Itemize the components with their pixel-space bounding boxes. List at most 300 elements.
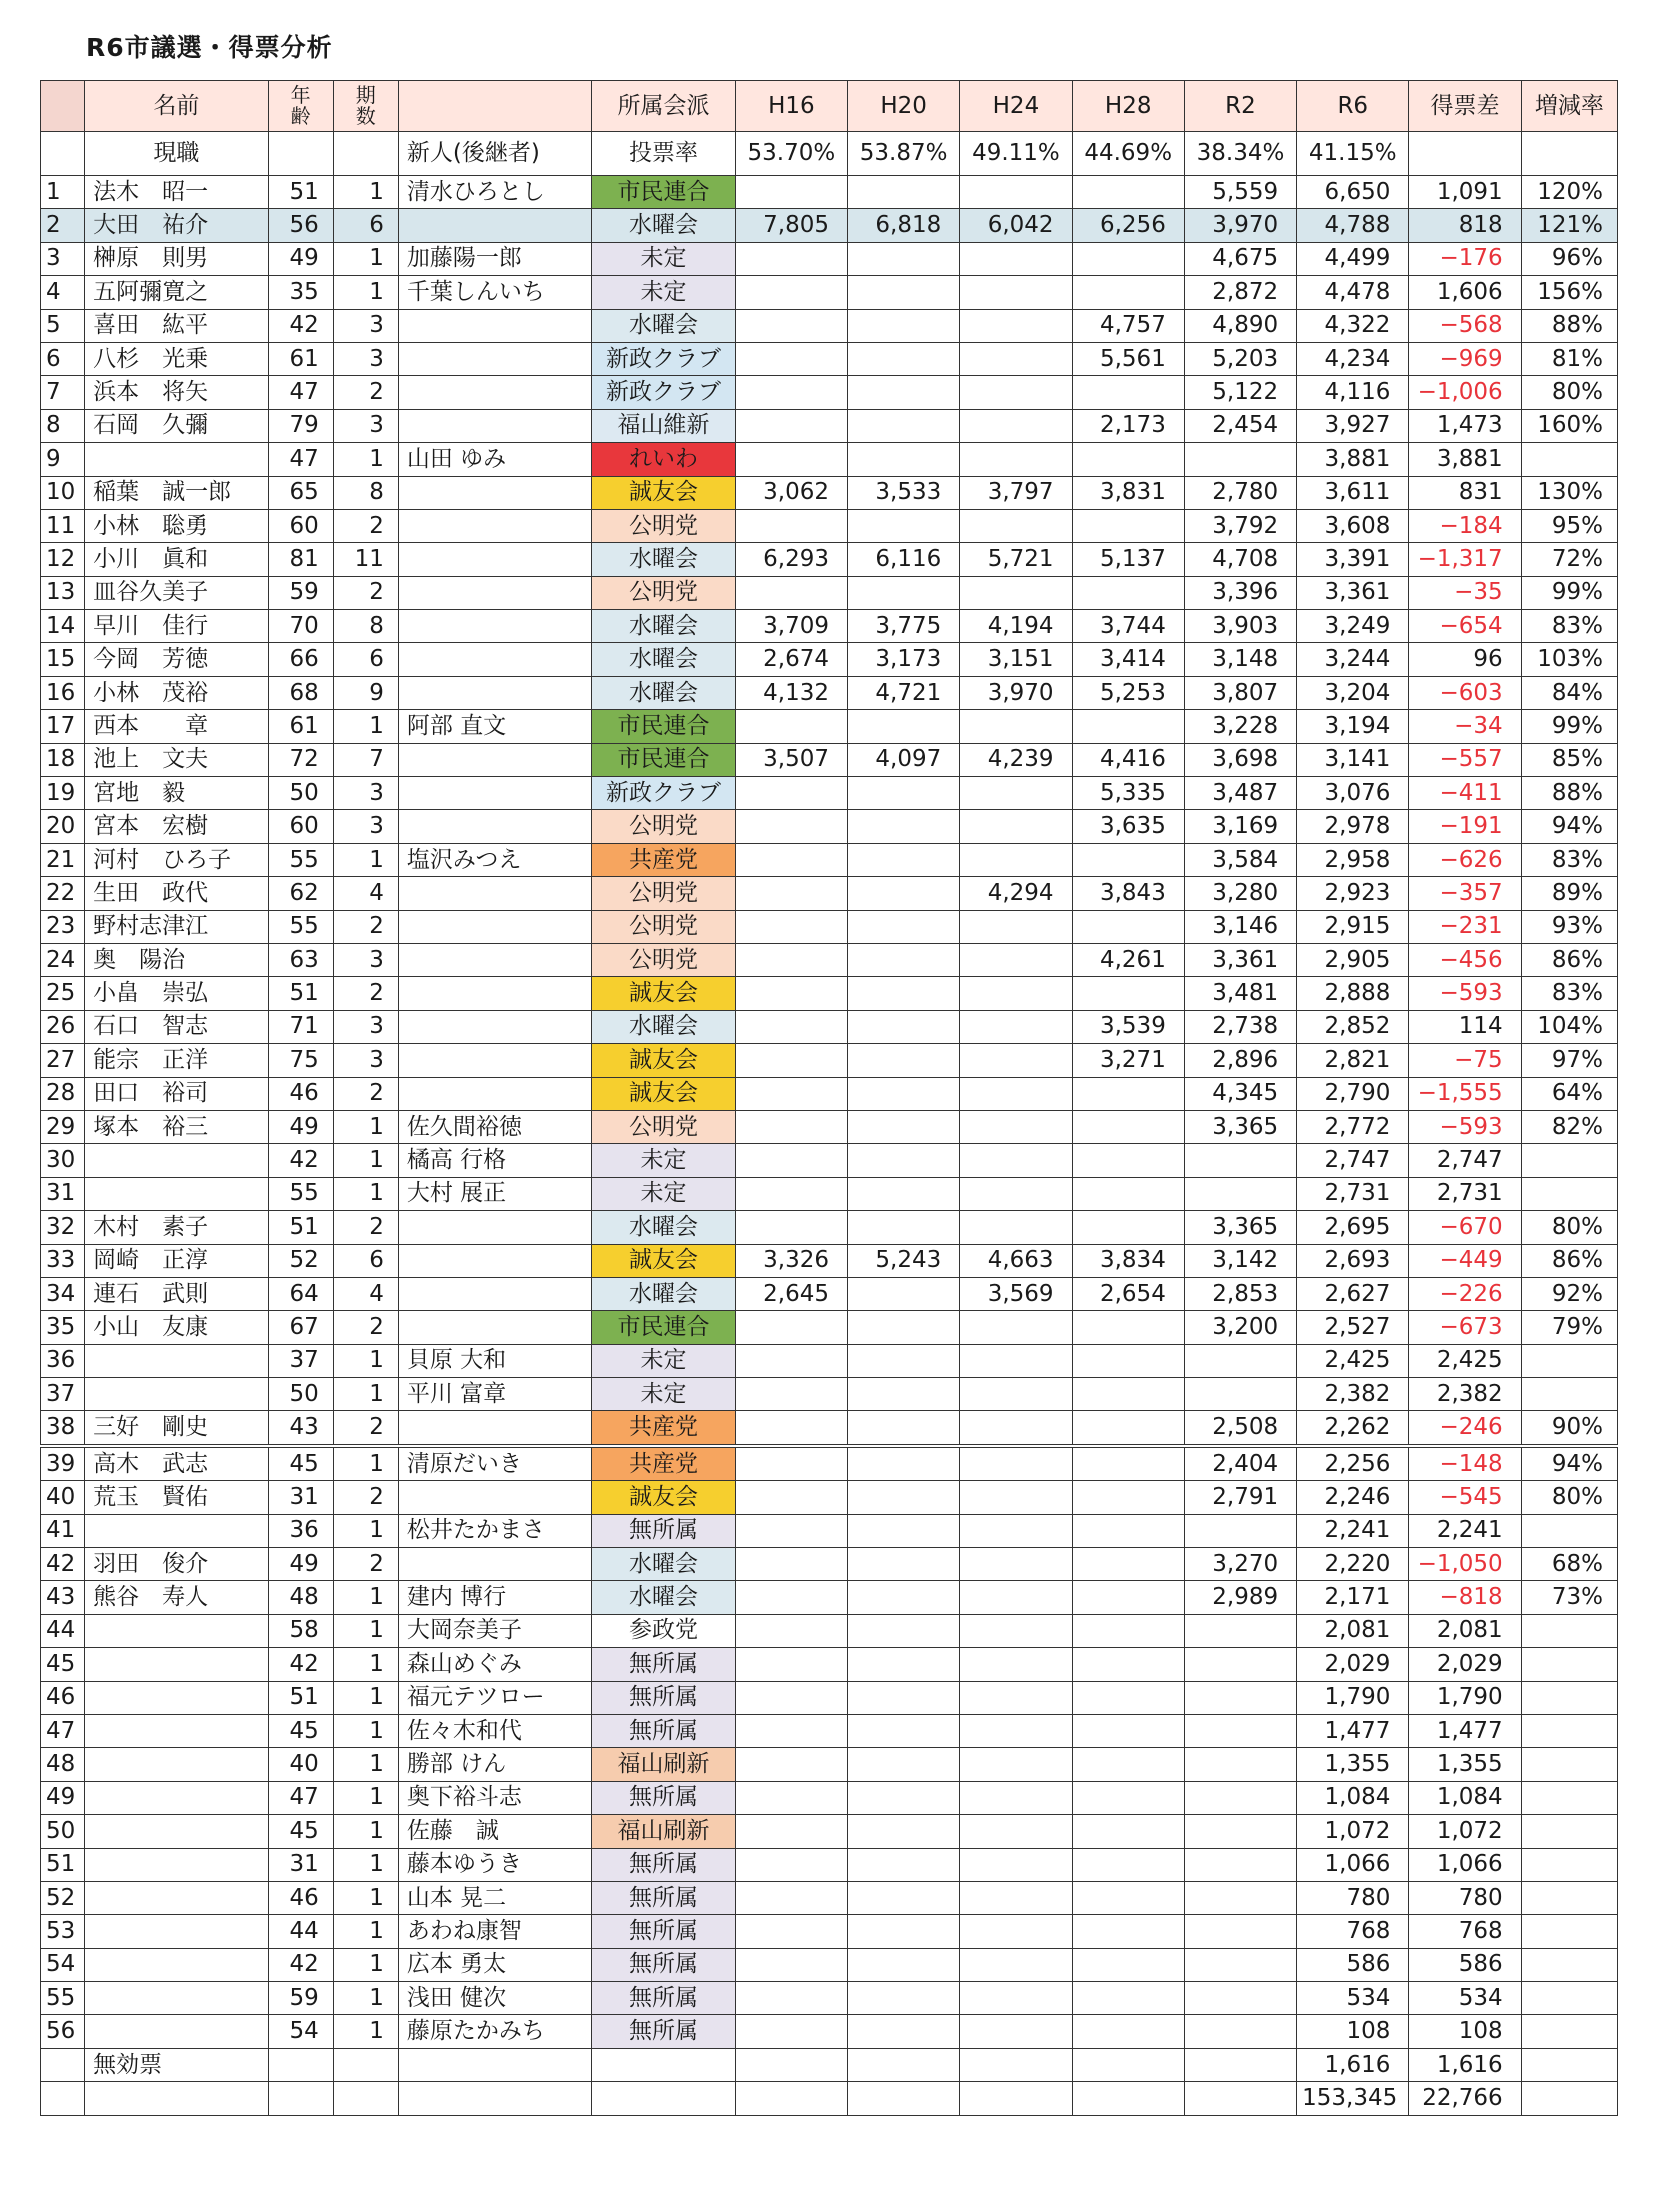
- header-row: [41, 81, 1618, 132]
- vote-diff: −456: [1409, 943, 1521, 976]
- votes-cell: 2,915: [1297, 910, 1409, 943]
- votes-cell: [848, 1110, 960, 1143]
- votes-cell: [735, 810, 847, 843]
- candidate-age: 65: [268, 476, 333, 509]
- empty-cell: [333, 2048, 398, 2081]
- vote-diff: 1,790: [1409, 1681, 1521, 1714]
- votes-cell: [848, 1411, 960, 1446]
- candidate-age: 47: [268, 1781, 333, 1814]
- candidate-terms: 1: [333, 1781, 398, 1814]
- party-cell: 未定: [592, 1177, 735, 1210]
- votes-cell: [735, 1044, 847, 1077]
- candidate-name: 三好 剛史: [85, 1411, 268, 1446]
- vote-diff: 1,066: [1409, 1848, 1521, 1881]
- candidate-name: [85, 1982, 268, 2015]
- newcomer-name: [398, 476, 591, 509]
- votes-cell: [735, 276, 847, 309]
- party-cell: 公明党: [592, 810, 735, 843]
- votes-cell: [1072, 1648, 1184, 1681]
- votes-cell: [1072, 1881, 1184, 1914]
- newcomer-name: 加藤陽一郎: [398, 242, 591, 275]
- votes-cell: 3,797: [960, 476, 1072, 509]
- vote-diff: 2,425: [1409, 1344, 1521, 1377]
- row-number: 47: [41, 1714, 85, 1747]
- votes-cell: 2,731: [1297, 1177, 1409, 1210]
- party-cell: 水曜会: [592, 1211, 735, 1244]
- votes-cell: 3,834: [1072, 1244, 1184, 1277]
- newcomer-name: [398, 676, 591, 709]
- candidate-name: [85, 443, 268, 476]
- candidate-terms: 2: [333, 1548, 398, 1581]
- row-number: 55: [41, 1982, 85, 2015]
- vote-diff: 96: [1409, 643, 1521, 676]
- candidate-name: 法木 昭一: [85, 176, 268, 209]
- candidate-terms: 7: [333, 743, 398, 776]
- votes-cell: 3,361: [1297, 576, 1409, 609]
- votes-cell: [1072, 2015, 1184, 2048]
- votes-cell: 6,042: [960, 209, 1072, 242]
- votes-cell: 3,584: [1184, 843, 1296, 876]
- candidate-age: 42: [268, 1648, 333, 1681]
- change-rate: 130%: [1521, 476, 1617, 509]
- candidate-age: 31: [268, 1848, 333, 1881]
- vote-diff: 768: [1409, 1915, 1521, 1948]
- candidate-name: [85, 1781, 268, 1814]
- votes-cell: [1072, 1211, 1184, 1244]
- votes-cell: [735, 376, 847, 409]
- table-row: [41, 1781, 1618, 1814]
- party-cell: 無所属: [592, 1982, 735, 2015]
- newcomer-name: [398, 1311, 591, 1344]
- candidate-age: 42: [268, 1144, 333, 1177]
- votes-cell: [848, 309, 960, 342]
- votes-cell: [1072, 1714, 1184, 1747]
- candidate-terms: 1: [333, 1581, 398, 1614]
- table-row: [41, 1211, 1618, 1244]
- votes-cell: [848, 977, 960, 1010]
- votes-cell: [1072, 1378, 1184, 1411]
- header-h28: H28: [1072, 81, 1184, 132]
- total-diff: 22,766: [1409, 2082, 1521, 2115]
- vote-diff: 2,029: [1409, 1648, 1521, 1681]
- header-r2: R2: [1184, 81, 1296, 132]
- candidate-age: 49: [268, 1110, 333, 1143]
- votes-cell: [960, 1144, 1072, 1177]
- votes-cell: 3,396: [1184, 576, 1296, 609]
- candidate-name: [85, 1748, 268, 1781]
- votes-cell: 4,499: [1297, 242, 1409, 275]
- table-row: [41, 643, 1618, 676]
- vote-diff: −246: [1409, 1411, 1521, 1446]
- candidate-name: 羽田 俊介: [85, 1548, 268, 1581]
- vote-diff: −1,317: [1409, 543, 1521, 576]
- votes-cell: [1184, 1144, 1296, 1177]
- table-row: [41, 1077, 1618, 1110]
- vote-diff: 1,072: [1409, 1815, 1521, 1848]
- votes-cell: 4,788: [1297, 209, 1409, 242]
- vote-diff: 586: [1409, 1948, 1521, 1981]
- empty-cell: [398, 2048, 591, 2081]
- votes-cell: 2,853: [1184, 1277, 1296, 1310]
- candidate-terms: 3: [333, 309, 398, 342]
- table-row: [41, 1344, 1618, 1377]
- row-number: 35: [41, 1311, 85, 1344]
- votes-cell: [848, 1648, 960, 1681]
- candidate-name: 岡崎 正淳: [85, 1244, 268, 1277]
- row-number: [41, 2048, 85, 2081]
- votes-cell: 4,757: [1072, 309, 1184, 342]
- table-row: [41, 1614, 1618, 1647]
- newcomer-name: 大村 展正: [398, 1177, 591, 1210]
- votes-cell: [960, 943, 1072, 976]
- party-cell: 参政党: [592, 1614, 735, 1647]
- newcomer-name: 松井たかまさ: [398, 1514, 591, 1547]
- votes-cell: 2,645: [735, 1277, 847, 1310]
- candidate-terms: 3: [333, 777, 398, 810]
- votes-cell: [735, 1378, 847, 1411]
- subheader-diff: [1409, 132, 1521, 176]
- candidate-age: 50: [268, 1378, 333, 1411]
- subheader-turnout-label: 投票率: [592, 132, 735, 176]
- party-cell: 誠友会: [592, 1244, 735, 1277]
- votes-cell: [848, 1514, 960, 1547]
- row-number: 15: [41, 643, 85, 676]
- votes-cell: 3,169: [1184, 810, 1296, 843]
- row-number: 54: [41, 1948, 85, 1981]
- votes-cell: [960, 576, 1072, 609]
- candidate-age: 51: [268, 1211, 333, 1244]
- votes-cell: [960, 1010, 1072, 1043]
- header-h24: H24: [960, 81, 1072, 132]
- votes-cell: [735, 777, 847, 810]
- votes-cell: 3,569: [960, 1277, 1072, 1310]
- votes-cell: [960, 1881, 1072, 1914]
- votes-cell: [735, 1881, 847, 1914]
- table-row: [41, 743, 1618, 776]
- candidate-age: 35: [268, 276, 333, 309]
- row-number: 32: [41, 1211, 85, 1244]
- table-row: [41, 443, 1618, 476]
- change-rate: [1521, 1748, 1617, 1781]
- candidate-name: [85, 1848, 268, 1881]
- table-row: [41, 1110, 1618, 1143]
- votes-cell: [960, 1581, 1072, 1614]
- votes-cell: 3,200: [1184, 1311, 1296, 1344]
- turnout-h28: 44.69%: [1072, 132, 1184, 176]
- newcomer-name: 勝部 けん: [398, 1748, 591, 1781]
- row-number: 56: [41, 2015, 85, 2048]
- table-row: [41, 1915, 1618, 1948]
- vote-diff: 780: [1409, 1881, 1521, 1914]
- votes-cell: 3,481: [1184, 977, 1296, 1010]
- votes-cell: [735, 1648, 847, 1681]
- candidate-name: 木村 素子: [85, 1211, 268, 1244]
- candidate-name: 宮地 毅: [85, 777, 268, 810]
- party-cell: 未定: [592, 1144, 735, 1177]
- newcomer-name: 浅田 健次: [398, 1982, 591, 2015]
- votes-cell: [848, 1982, 960, 2015]
- table-row: [41, 242, 1618, 275]
- party-cell: 無所属: [592, 1948, 735, 1981]
- empty-cell: [333, 2082, 398, 2115]
- votes-cell: 4,345: [1184, 1077, 1296, 1110]
- vote-diff: −35: [1409, 576, 1521, 609]
- votes-cell: [848, 1446, 960, 1481]
- vote-diff: −1,555: [1409, 1077, 1521, 1110]
- votes-cell: [960, 910, 1072, 943]
- candidate-terms: 1: [333, 1446, 398, 1481]
- votes-cell: 2,738: [1184, 1010, 1296, 1043]
- votes-cell: [735, 1614, 847, 1647]
- votes-cell: [960, 843, 1072, 876]
- total-row: [41, 2082, 1618, 2115]
- votes-cell: 4,132: [735, 676, 847, 709]
- votes-cell: 3,228: [1184, 710, 1296, 743]
- votes-cell: [848, 1581, 960, 1614]
- party-cell: 未定: [592, 1344, 735, 1377]
- votes-cell: [960, 1948, 1072, 1981]
- candidate-terms: 1: [333, 1110, 398, 1143]
- row-number: 39: [41, 1446, 85, 1481]
- newcomer-name: 山本 晃二: [398, 1881, 591, 1914]
- change-rate: [1521, 1815, 1617, 1848]
- newcomer-name: [398, 877, 591, 910]
- votes-cell: 2,747: [1297, 1144, 1409, 1177]
- row-number: 13: [41, 576, 85, 609]
- party-cell: 新政クラブ: [592, 777, 735, 810]
- table-row: [41, 1681, 1618, 1714]
- votes-cell: 4,890: [1184, 309, 1296, 342]
- table-row: [41, 1881, 1618, 1914]
- candidate-terms: 1: [333, 1144, 398, 1177]
- vote-diff: 1,606: [1409, 276, 1521, 309]
- party-cell: 誠友会: [592, 1077, 735, 1110]
- vote-diff: −176: [1409, 242, 1521, 275]
- table-row: [41, 376, 1618, 409]
- candidate-terms: 2: [333, 1077, 398, 1110]
- change-rate: 93%: [1521, 910, 1617, 943]
- vote-diff: −226: [1409, 1277, 1521, 1310]
- votes-cell: [1072, 1614, 1184, 1647]
- candidate-terms: 1: [333, 1881, 398, 1914]
- votes-cell: 3,831: [1072, 476, 1184, 509]
- candidate-age: 31: [268, 1481, 333, 1514]
- votes-cell: 3,775: [848, 610, 960, 643]
- candidate-terms: 2: [333, 376, 398, 409]
- party-cell: 水曜会: [592, 543, 735, 576]
- votes-cell: 2,256: [1297, 1446, 1409, 1481]
- vote-diff: 2,241: [1409, 1514, 1521, 1547]
- votes-cell: [848, 1848, 960, 1881]
- party-cell: 水曜会: [592, 643, 735, 676]
- votes-cell: 3,148: [1184, 643, 1296, 676]
- candidate-age: 46: [268, 1881, 333, 1914]
- candidate-age: 44: [268, 1915, 333, 1948]
- row-number: 3: [41, 242, 85, 275]
- vote-diff: −1,050: [1409, 1548, 1521, 1581]
- votes-cell: 6,256: [1072, 209, 1184, 242]
- votes-cell: [735, 309, 847, 342]
- candidate-age: 43: [268, 1411, 333, 1446]
- votes-cell: [960, 1848, 1072, 1881]
- votes-cell: [1072, 1581, 1184, 1614]
- votes-cell: 3,807: [1184, 676, 1296, 709]
- row-number: 17: [41, 710, 85, 743]
- candidate-terms: 9: [333, 676, 398, 709]
- votes-cell: [1072, 176, 1184, 209]
- empty-cell: [960, 2048, 1072, 2081]
- candidate-name: [85, 2015, 268, 2048]
- votes-cell: [848, 943, 960, 976]
- newcomer-name: [398, 1044, 591, 1077]
- turnout-h24: 49.11%: [960, 132, 1072, 176]
- votes-cell: 7,805: [735, 209, 847, 242]
- candidate-name: 皿谷久美子: [85, 576, 268, 609]
- votes-cell: 2,241: [1297, 1514, 1409, 1547]
- votes-cell: 3,611: [1297, 476, 1409, 509]
- row-number: 43: [41, 1581, 85, 1614]
- change-rate: 83%: [1521, 610, 1617, 643]
- votes-cell: [960, 276, 1072, 309]
- candidate-age: 55: [268, 910, 333, 943]
- votes-cell: [1184, 1714, 1296, 1747]
- change-rate: 83%: [1521, 843, 1617, 876]
- vote-diff: 114: [1409, 1010, 1521, 1043]
- candidate-name: [85, 1648, 268, 1681]
- candidate-age: 62: [268, 877, 333, 910]
- change-rate: 156%: [1521, 276, 1617, 309]
- change-rate: 86%: [1521, 1244, 1617, 1277]
- change-rate: 85%: [1521, 743, 1617, 776]
- candidate-name: 池上 文夫: [85, 743, 268, 776]
- row-number: 38: [41, 1411, 85, 1446]
- vote-diff: −969: [1409, 342, 1521, 375]
- header-age-text: 年齢: [290, 83, 311, 128]
- candidate-name: 小畠 崇弘: [85, 977, 268, 1010]
- change-rate: 81%: [1521, 342, 1617, 375]
- votes-cell: [848, 276, 960, 309]
- party-cell: 共産党: [592, 1446, 735, 1481]
- votes-cell: [960, 1714, 1072, 1747]
- votes-cell: 4,478: [1297, 276, 1409, 309]
- votes-cell: [735, 1815, 847, 1848]
- row-number: 31: [41, 1177, 85, 1210]
- votes-cell: [1072, 1748, 1184, 1781]
- votes-cell: [960, 1411, 1072, 1446]
- table-row: [41, 810, 1618, 843]
- party-cell: 福山刷新: [592, 1815, 735, 1848]
- candidate-name: 浜本 将矢: [85, 376, 268, 409]
- votes-cell: 3,204: [1297, 676, 1409, 709]
- votes-cell: [1072, 276, 1184, 309]
- votes-cell: [735, 910, 847, 943]
- candidate-terms: 3: [333, 943, 398, 976]
- candidate-name: 大田 祐介: [85, 209, 268, 242]
- candidate-name: [85, 1177, 268, 1210]
- newcomer-name: あわね康智: [398, 1915, 591, 1948]
- candidate-name: [85, 1915, 268, 1948]
- votes-cell: [960, 509, 1072, 542]
- votes-cell: 2,872: [1184, 276, 1296, 309]
- votes-cell: 3,194: [1297, 710, 1409, 743]
- votes-cell: [960, 1446, 1072, 1481]
- votes-cell: [848, 342, 960, 375]
- votes-cell: 5,335: [1072, 777, 1184, 810]
- candidate-age: 36: [268, 1514, 333, 1547]
- change-rate: 64%: [1521, 1077, 1617, 1110]
- votes-cell: [960, 309, 1072, 342]
- votes-cell: 3,142: [1184, 1244, 1296, 1277]
- row-number: 45: [41, 1648, 85, 1681]
- votes-cell: [848, 1714, 960, 1747]
- votes-cell: [1072, 1915, 1184, 1948]
- header-terms: [333, 81, 398, 132]
- row-number: 9: [41, 443, 85, 476]
- votes-cell: 4,721: [848, 676, 960, 709]
- candidate-name: 今岡 芳徳: [85, 643, 268, 676]
- candidate-name: [85, 1514, 268, 1547]
- candidate-name: 野村志津江: [85, 910, 268, 943]
- candidate-age: 55: [268, 1177, 333, 1210]
- party-cell: 公明党: [592, 877, 735, 910]
- change-rate: [1521, 443, 1617, 476]
- votes-cell: [960, 810, 1072, 843]
- newcomer-name: [398, 943, 591, 976]
- party-cell: 未定: [592, 1378, 735, 1411]
- votes-cell: [1184, 1177, 1296, 1210]
- votes-cell: [960, 1211, 1072, 1244]
- row-number: 46: [41, 1681, 85, 1714]
- change-rate: [1521, 1915, 1617, 1948]
- vote-diff: −75: [1409, 1044, 1521, 1077]
- party-cell: 無所属: [592, 1915, 735, 1948]
- change-rate: 83%: [1521, 977, 1617, 1010]
- row-number: 50: [41, 1815, 85, 1848]
- votes-cell: 2,674: [735, 643, 847, 676]
- candidate-name: 早川 佳行: [85, 610, 268, 643]
- votes-cell: [1072, 710, 1184, 743]
- votes-cell: 2,989: [1184, 1581, 1296, 1614]
- votes-cell: [735, 1344, 847, 1377]
- candidate-terms: 3: [333, 810, 398, 843]
- votes-cell: 3,709: [735, 610, 847, 643]
- vote-analysis-table: [40, 80, 1618, 2116]
- votes-cell: [735, 1311, 847, 1344]
- party-cell: 福山刷新: [592, 1748, 735, 1781]
- candidate-name: 能宗 正洋: [85, 1044, 268, 1077]
- change-rate: 95%: [1521, 509, 1617, 542]
- newcomer-name: 山田 ゆみ: [398, 443, 591, 476]
- candidate-age: 66: [268, 643, 333, 676]
- votes-cell: [960, 1481, 1072, 1514]
- candidate-name: 石岡 久彌: [85, 409, 268, 442]
- votes-cell: 3,244: [1297, 643, 1409, 676]
- table-row: [41, 843, 1618, 876]
- votes-cell: [848, 1010, 960, 1043]
- candidate-age: 71: [268, 1010, 333, 1043]
- votes-cell: 2,404: [1184, 1446, 1296, 1481]
- invalid-label: 無効票: [85, 2048, 268, 2081]
- vote-diff: −184: [1409, 509, 1521, 542]
- turnout-h20: 53.87%: [848, 132, 960, 176]
- candidate-terms: 1: [333, 1948, 398, 1981]
- votes-cell: 4,239: [960, 743, 1072, 776]
- vote-diff: −34: [1409, 710, 1521, 743]
- candidate-terms: 11: [333, 543, 398, 576]
- row-number: 42: [41, 1548, 85, 1581]
- candidate-terms: 4: [333, 877, 398, 910]
- empty-cell: [960, 2082, 1072, 2115]
